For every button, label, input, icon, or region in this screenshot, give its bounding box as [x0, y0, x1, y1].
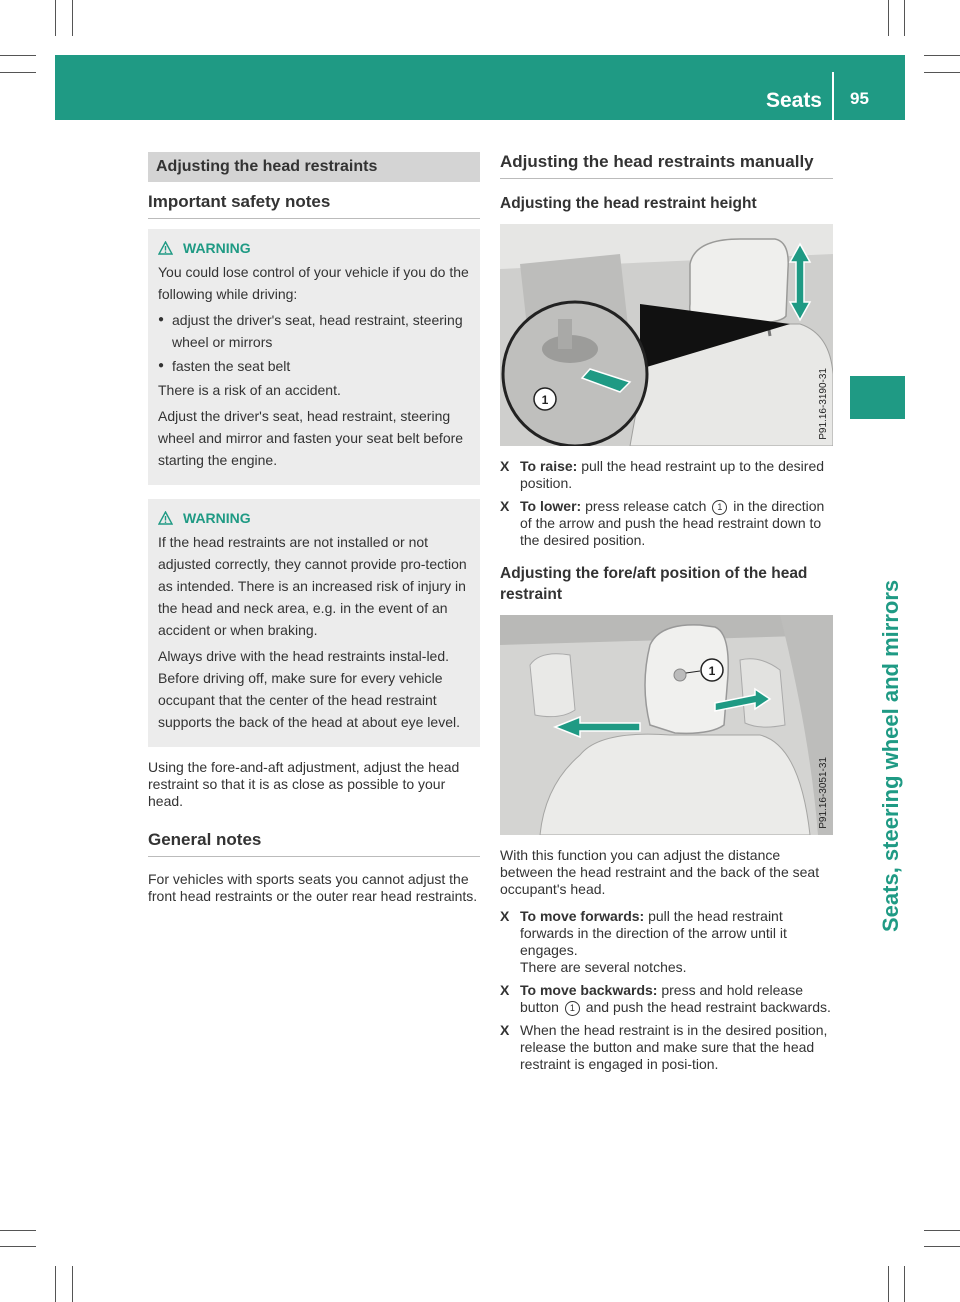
crop-mark: [924, 55, 960, 56]
step-body: pull the head restraint up to the desired position.: [520, 458, 825, 491]
warning-text: Always drive with the head restraints instal-led. Before driving off, make sure for every vehicle occupant that the center of the head restraint supports the back of the head at about eye level.: [158, 648, 460, 730]
bullet-text: fasten the seat belt: [172, 358, 291, 374]
instruction-step: [500, 982, 833, 1016]
warning-header: [158, 237, 470, 259]
step-body: press release catch: [585, 498, 707, 514]
body-text: For vehicles with sports seats you cannot adjust the front head restraints or the outer rear head restraints.: [148, 871, 478, 904]
safety-heading: Important safety notes: [148, 182, 480, 219]
warning-text: There is a risk of an accident.: [158, 382, 341, 398]
step-text: [520, 458, 833, 492]
list-item: [158, 355, 470, 377]
foreaft-heading: Adjusting the fore/aft position of the head restraint: [500, 565, 808, 603]
page-number: 95: [850, 89, 869, 108]
step-body: pull the head restraint forwards in the direction of the arrow until it engages.: [520, 908, 787, 958]
manual-heading: Adjusting the head restraints manually: [500, 152, 833, 179]
bullet-text: adjust the driver's seat, head restraint, steering wheel or mirrors: [172, 312, 463, 350]
list-item: [158, 309, 470, 353]
crop-mark: [924, 1230, 960, 1231]
body-text: With this function you can adjust the distance between the head restraint and the back of the seat occupant's head.: [500, 847, 820, 897]
crop-mark: [924, 72, 960, 73]
crop-mark: [888, 0, 889, 36]
crop-mark: [55, 0, 56, 36]
warning-label: WARNING: [183, 240, 251, 256]
step-x-icon: X: [500, 458, 510, 474]
step-x-icon: X: [500, 498, 510, 514]
figure-callout: 1: [541, 393, 549, 407]
instruction-step: [500, 498, 833, 549]
figure-callout: 1: [708, 664, 716, 678]
warning-header: [158, 507, 470, 529]
callout-number-icon: 1: [712, 500, 727, 515]
warning-text: Adjust the driver's seat, head restraint, steering wheel and mirror and fasten your seat belt before starting the engine.: [158, 408, 464, 468]
crop-mark: [72, 1266, 73, 1302]
crop-mark: [904, 0, 905, 36]
head-restraint-foreaft-figure: [500, 615, 833, 835]
step-text: [520, 498, 833, 549]
header-separator: [832, 72, 834, 120]
step-label: To move forwards:: [520, 908, 645, 924]
side-tab-marker: [850, 376, 905, 419]
callout-number-icon: 1: [565, 1001, 580, 1016]
figure-code: P91.16-3190-31: [818, 368, 829, 440]
warning-triangle-icon: [158, 241, 173, 255]
crop-mark: [0, 1246, 36, 1247]
warning-box: [148, 229, 480, 485]
step-label: To move backwards:: [520, 982, 658, 998]
crop-mark: [0, 1230, 36, 1231]
warning-text: You could lose control of your vehicle if you do the following while driving:: [158, 264, 469, 302]
crop-mark: [72, 0, 73, 36]
warning-label: WARNING: [183, 510, 251, 526]
instruction-step: [500, 908, 833, 976]
warning-triangle-icon: [158, 511, 173, 525]
crop-mark: [888, 1266, 889, 1302]
step-x-icon: X: [500, 1022, 510, 1038]
page-title: Seats: [765, 89, 822, 112]
step-body: press and hold release button: [520, 982, 803, 1015]
step-body: in the direction of the arrow and push the head restraint down to the desired position.: [520, 498, 825, 548]
bullet-icon: ●: [158, 314, 165, 325]
instruction-step: [500, 458, 833, 492]
height-heading: Adjusting the head restraint height: [500, 195, 757, 212]
step-text: [520, 982, 833, 1016]
step-body: When the head restraint is in the desired position, release the button and make sure that the head restraint is engaged in posi-tion.: [520, 1022, 828, 1072]
step-text: [520, 908, 833, 976]
seat-illustration: [500, 224, 833, 446]
step-note: There are several notches.: [520, 959, 687, 975]
step-x-icon: X: [500, 982, 510, 998]
instruction-step: [500, 1022, 833, 1073]
crop-mark: [0, 55, 36, 56]
warning-text: If the head restraints are not installed or not adjusted correctly, they cannot provide pro-tection as intended. There is an increased risk of injury in the head and neck area, e.g. in the event of an accident or when braking.: [158, 534, 467, 638]
step-label: To raise:: [520, 458, 578, 474]
left-column: [148, 152, 480, 915]
step-body: and push the head restraint backwards.: [585, 999, 831, 1015]
head-restraint-height-figure: [500, 224, 833, 446]
seat-illustration: [500, 615, 833, 835]
right-column: [500, 152, 833, 1079]
step-label: To lower:: [520, 498, 582, 514]
bullet-icon: ●: [158, 360, 165, 371]
crop-mark: [904, 1266, 905, 1302]
figure-code: P91.16-3051-31: [818, 757, 829, 829]
general-heading: General notes: [148, 820, 480, 857]
step-x-icon: X: [500, 908, 510, 924]
crop-mark: [55, 1266, 56, 1302]
warning-box: [148, 499, 480, 747]
body-text: Using the fore-and-aft adjustment, adjust the head restraint so that it is as close as possible to your head.: [148, 759, 460, 809]
crop-mark: [0, 72, 36, 73]
chapter-side-label: Seats, steering wheel and mirrors: [878, 579, 903, 932]
section-title: Adjusting the head restraints: [148, 152, 480, 182]
crop-mark: [924, 1246, 960, 1247]
